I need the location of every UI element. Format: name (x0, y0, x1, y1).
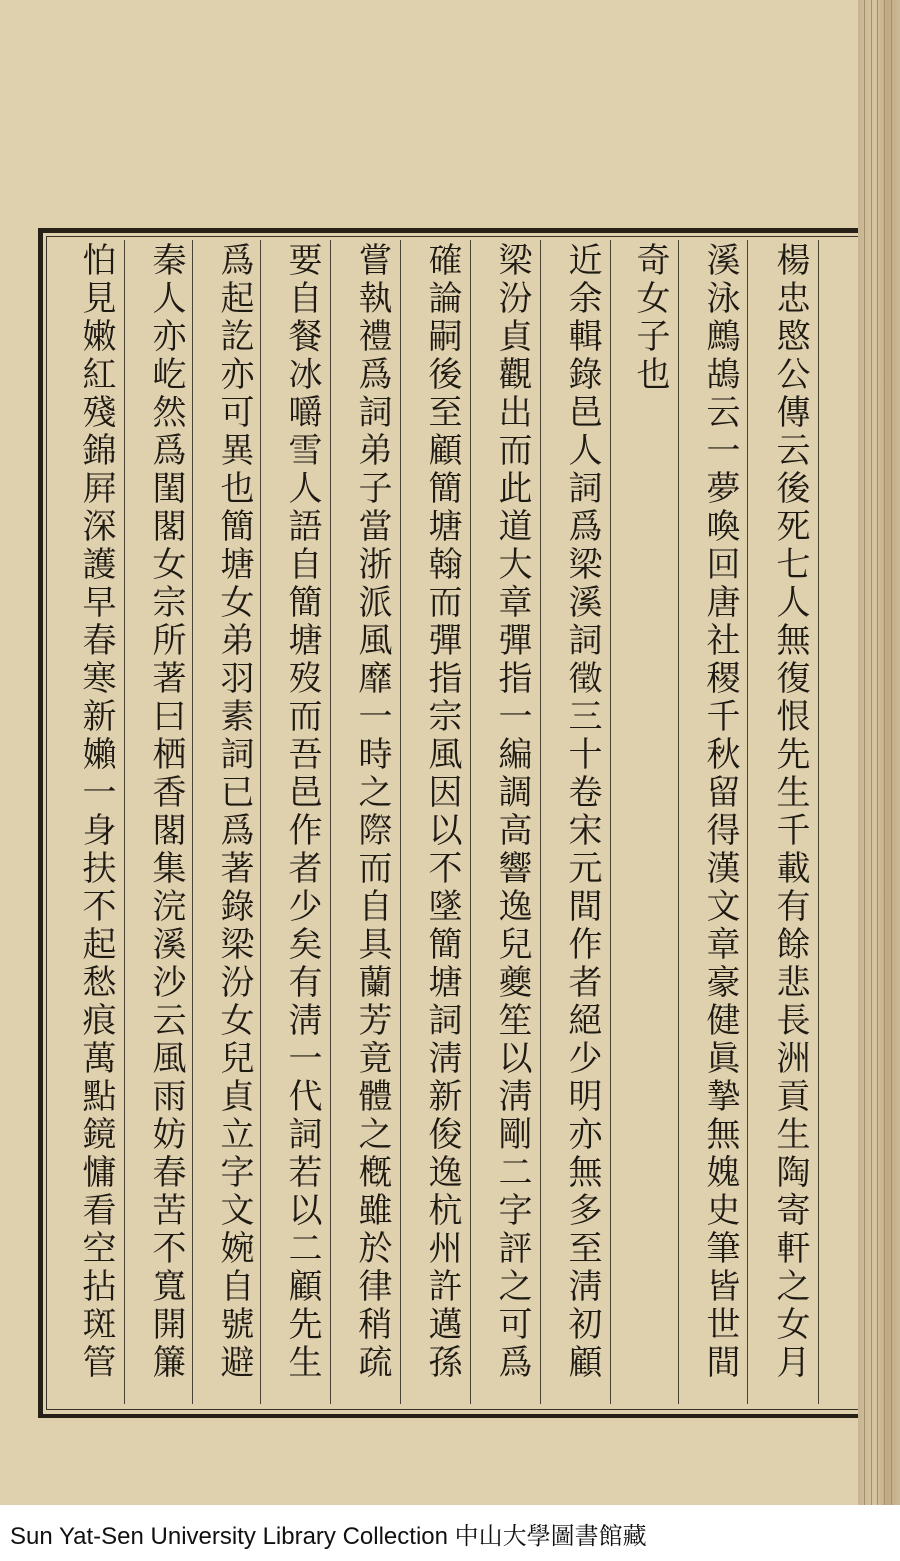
column-rule (330, 240, 331, 1404)
text-column-9: 爲起訖亦可異也簡塘女弟羽素詞已爲著錄梁汾女兒貞立字文婉自號避 (214, 242, 254, 1382)
text-column-5: 梁汾貞觀出而此道大章彈指一編調高響逸兒夔笙以淸剛二字評之可爲 (492, 242, 532, 1382)
page-edge-line (864, 0, 865, 1505)
page-edge-line (884, 0, 885, 1505)
text-column-2: 溪泳鷓鴣云一夢喚回唐社稷千秋留得漢文章豪健眞摯無媿史筆皆世間 (700, 242, 740, 1382)
column-rule (260, 240, 261, 1404)
text-column-4: 近余輯錄邑人詞爲梁溪詞徵三十卷宋元間作者絕少明亦無多至淸初顧 (562, 242, 602, 1382)
column-rule (678, 240, 679, 1404)
page-edges (858, 0, 900, 1505)
page-edge-line (877, 0, 878, 1505)
text-column-8: 要自餐冰嚼雪人語自簡塘歿而吾邑作者少矣有淸一代詞若以二顧先生 (282, 242, 322, 1382)
column-rule (124, 240, 125, 1404)
page-edge-line (891, 0, 892, 1505)
text-column-3: 奇女子也 (630, 242, 670, 394)
text-column-10: 秦人亦屹然爲閨閣女宗所著曰栖香閣集浣溪沙云風雨妨春苦不寬開簾 (146, 242, 186, 1382)
column-rule (818, 240, 819, 1404)
column-rule (540, 240, 541, 1404)
column-rule (400, 240, 401, 1404)
page-edge-line (871, 0, 872, 1505)
text-column-1: 楊忠愍公傳云後死七人無復恨先生千載有餘悲長洲貢生陶寄軒之女月 (770, 242, 810, 1382)
column-rule (610, 240, 611, 1404)
text-column-7: 嘗執禮爲詞弟子當浙派風靡一時之際而自具蘭芳竟體之槪雖於律稍疏 (352, 242, 392, 1382)
column-rule (192, 240, 193, 1404)
library-caption: Sun Yat-Sen University Library Collection 中山大學圖書館藏 (10, 1523, 647, 1550)
column-rule (747, 240, 748, 1404)
text-column-6: 確論嗣後至顧簡塘翰而彈指宗風因以不墜簡塘詞淸新俊逸杭州許邁孫 (422, 242, 462, 1382)
column-rule (470, 240, 471, 1404)
text-column-11: 怕見嫩紅殘錦屛深護早春寒新嬾一身扶不起愁痕萬點鏡慵看空拈斑管 (76, 242, 116, 1382)
